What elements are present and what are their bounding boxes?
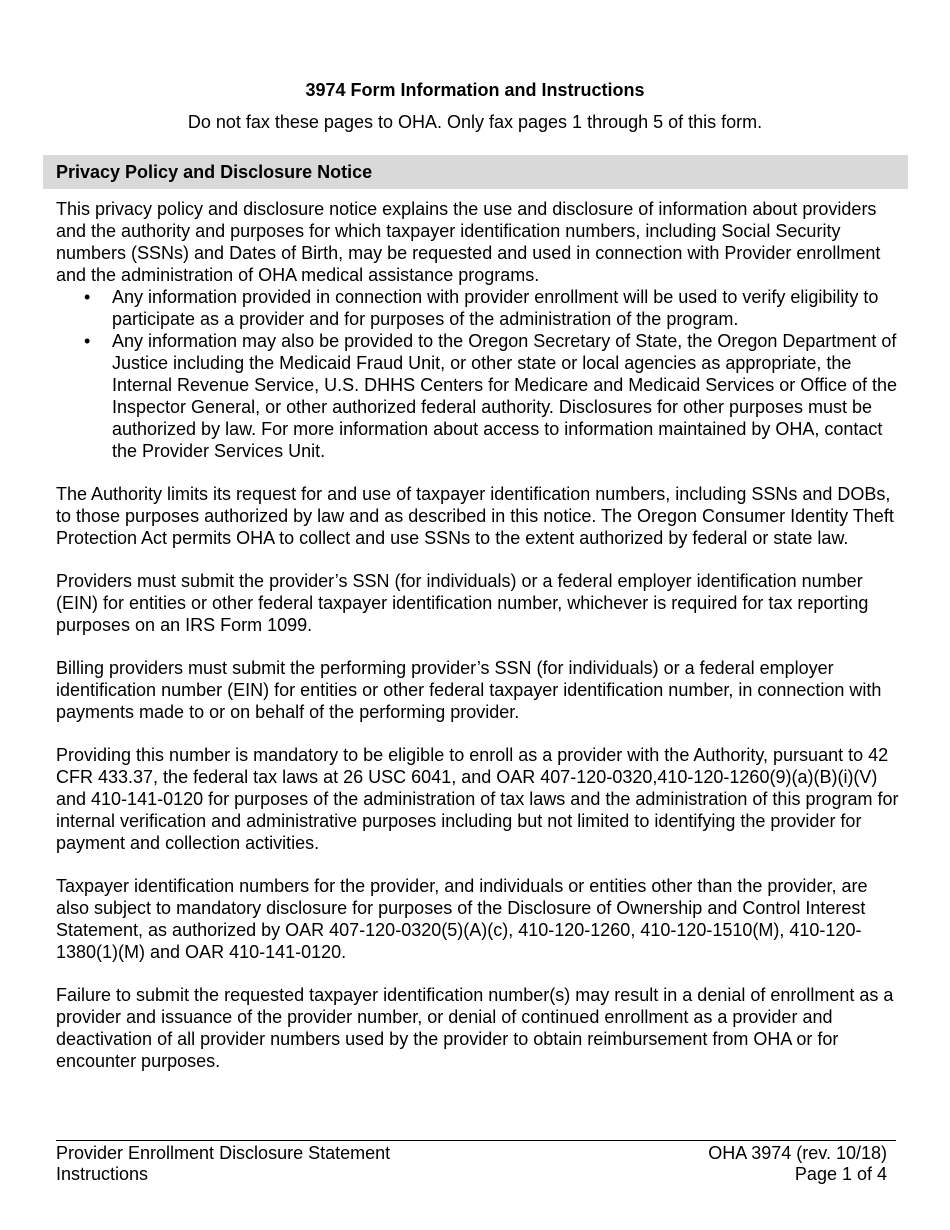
- page-title: 3974 Form Information and Instructions: [305, 80, 645, 100]
- bullet-list: [56, 286, 901, 462]
- footer-divider: [56, 1140, 896, 1141]
- footer-form-number: OHA 3974 (rev. 10/18): [708, 1143, 887, 1163]
- list-item: [56, 330, 901, 462]
- paragraph-billing-providers: Billing providers must submit the performing provider’s SSN (for individuals) or a federal employer identification number (EIN) for entities or other federal taxpayer identification number, in connection with payments made to or on behalf of the performing provider.: [56, 658, 882, 722]
- list-item: [56, 286, 901, 330]
- bullet-icon: •: [84, 287, 91, 307]
- paragraph-failure-to-submit: Failure to submit the requested taxpayer identification number(s) may result in a denial of enrollment as a provider and issuance of the provider number, or denial of continued enrollment as a provider and deactivation of all provider numbers used by the provider to obtain reimbursement from OHA or for encounter purposes.: [56, 985, 894, 1071]
- bullet-text: Any information provided in connection with provider enrollment will be used to verify eligibility to participate as a provider and for purposes of the administration of the program.: [112, 287, 879, 329]
- intro-paragraph: This privacy policy and disclosure notice explains the use and disclosure of information about providers and the authority and purposes for which taxpayer identification numbers, including Social Security numbers (SSNs) and Dates of Birth, may be requested and used in connection with Provider enrollment and the administration of OHA medical assistance programs.: [56, 199, 881, 285]
- paragraph-authority-limits: The Authority limits its request for and use of taxpayer identification numbers, including SSNs and DOBs, to those purposes authorized by law and as described in this notice. The Oregon Consumer Identity Theft Protection Act permits OHA to collect and use SSNs to the extent authorized by federal or state law.: [56, 484, 894, 548]
- page-header: [0, 78, 950, 134]
- footer-form-name: [56, 1143, 390, 1185]
- paragraph-provider-ssn: Providers must submit the provider’s SSN (for individuals) or a federal employer identification number (EIN) for entities or other federal taxpayer identification number, whichever is required for tax reporting purposes on an IRS Form 1099.: [56, 571, 869, 635]
- paragraph-ownership-disclosure: Taxpayer identification numbers for the provider, and individuals or entities other than the provider, are also subject to mandatory disclosure for purposes of the Disclosure of Ownership and Control Interest Statement, as authorized by OAR 407-120-0320(5)(A)(c), 410-120-1260, 410-120-1510(M), 410-120-1380(1)(M) and OAR 410-141-0120.: [56, 876, 868, 962]
- fax-instruction: Do not fax these pages to OHA. Only fax pages 1 through 5 of this form.: [187, 112, 763, 132]
- footer-form-title: Provider Enrollment Disclosure Statement: [56, 1143, 391, 1163]
- footer-page-number: Page 1 of 4: [794, 1164, 887, 1184]
- bullet-text: Any information may also be provided to the Oregon Secretary of State, the Oregon Department of Justice including the Medicaid Fraud Unit, or other state or local agencies as appropriate, the Internal Revenue Service, U.S. DHHS Centers for Medicare and Medicaid Services or Office of the Inspector General, or other authorized federal authority. Disclosures for other purposes must be authorized by law. For more information about access to information maintained by OHA, contact the Provider Services Unit.: [112, 331, 898, 461]
- paragraph-mandatory-number: Providing this number is mandatory to be eligible to enroll as a provider with the Authority, pursuant to 42 CFR 433.37, the federal tax laws at 26 USC 6041, and OAR 407-120-0320,410-120-1260(9)(a)(B)(i)(V) and 410-141-0120 for purposes of the administration of tax laws and the administration of this program for internal verification and administrative purposes including but not limited to identifying the provider for payment and collection activities.: [56, 745, 899, 853]
- section-heading: Privacy Policy and Disclosure Notice: [43, 155, 908, 189]
- notice-body: [56, 198, 901, 1072]
- footer-form-subtitle: Instructions: [56, 1164, 149, 1184]
- bullet-icon: •: [84, 331, 91, 351]
- footer-form-id: [708, 1143, 887, 1185]
